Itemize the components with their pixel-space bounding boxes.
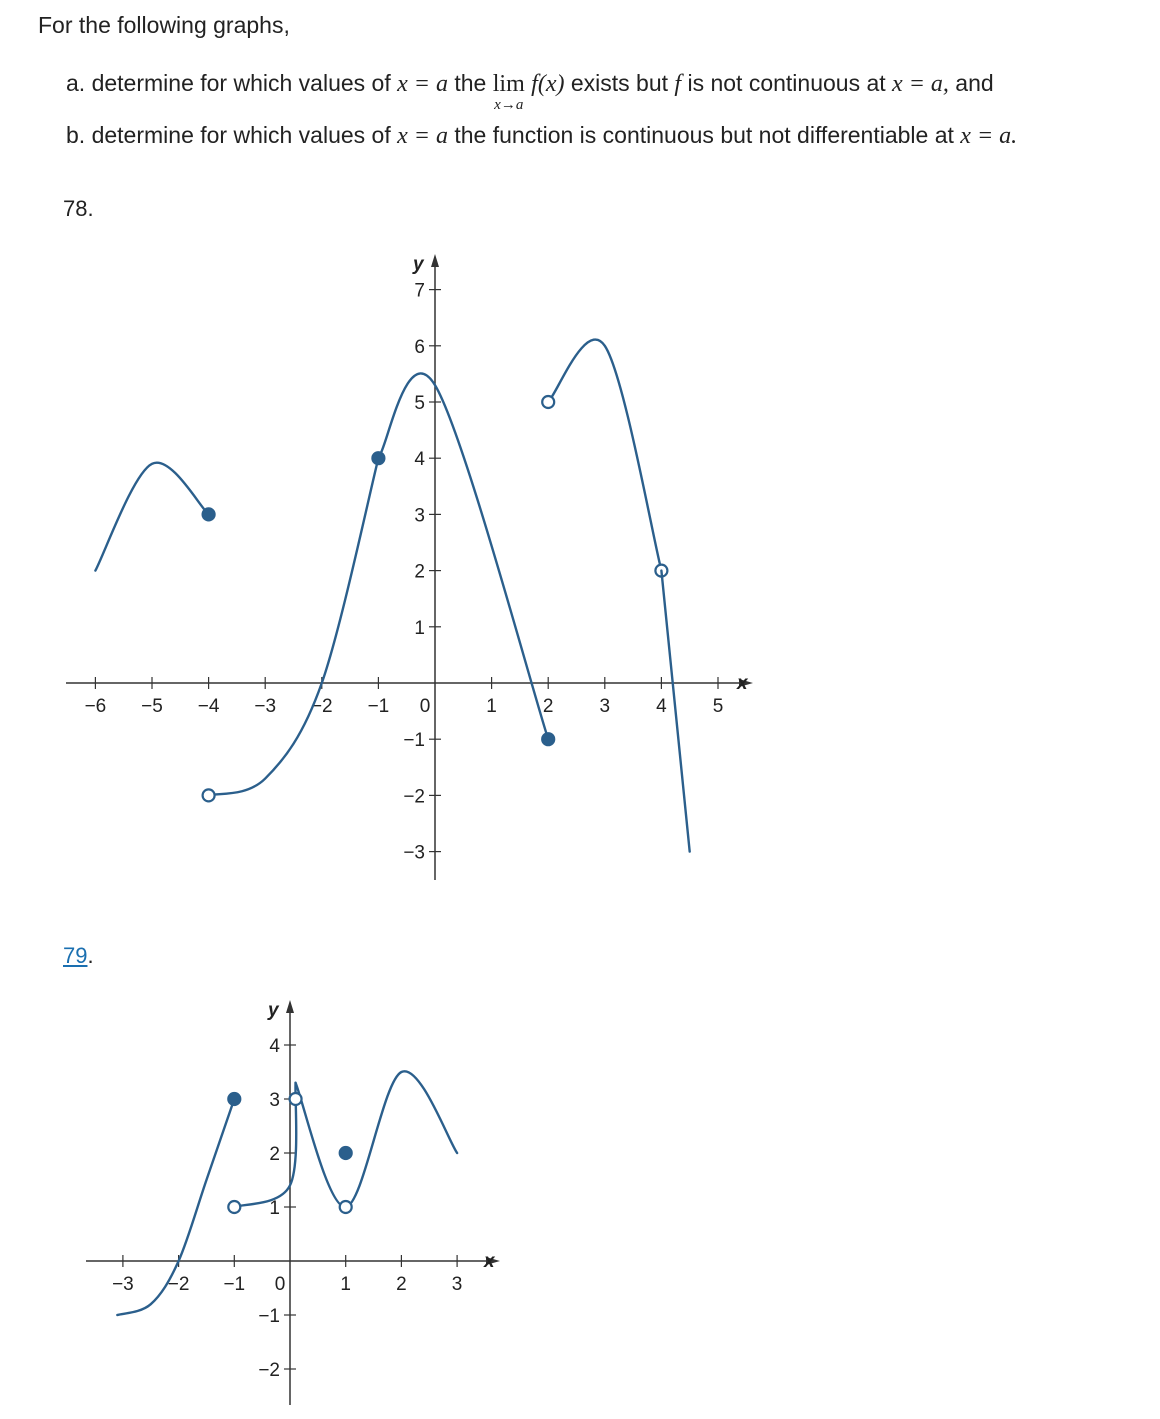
x-tick-label: 4	[656, 696, 667, 717]
closed-point	[340, 1147, 352, 1159]
closed-point	[228, 1093, 240, 1105]
y-tick-label: 2	[414, 561, 425, 583]
y-axis-arrow-icon	[431, 254, 439, 267]
y-tick-label: 6	[414, 336, 425, 358]
y-axis-arrow-icon	[286, 1000, 294, 1013]
y-tick-label: −2	[403, 786, 425, 808]
task-b-text-1: determine for which values of	[91, 122, 391, 148]
x-tick-label: 1	[340, 1274, 351, 1295]
intro-text: For the following graphs,	[38, 12, 290, 38]
task-a-text-1: determine for which values of	[91, 70, 391, 96]
curve-segment	[95, 463, 208, 571]
y-tick-label: 4	[269, 1036, 280, 1057]
y-tick-label: 3	[269, 1090, 280, 1111]
open-point	[290, 1093, 302, 1105]
limit-function: f(x)	[531, 71, 565, 97]
problem-78-number: 78.	[63, 196, 94, 221]
function-symbol: f	[674, 71, 682, 97]
y-tick-label: 5	[414, 393, 425, 414]
task-a-equation-2: x = a,	[892, 71, 949, 97]
open-point	[340, 1201, 352, 1213]
y-tick-label: 1	[414, 617, 425, 639]
y-tick-label: 2	[269, 1144, 280, 1165]
task-a-text-3: exists but	[570, 70, 669, 96]
task-a-text-2: the	[454, 70, 487, 96]
y-tick-label: −1	[403, 730, 425, 752]
task-a-text-5: and	[955, 70, 994, 96]
y-axis-label: y	[268, 1000, 279, 1021]
problem-79-link[interactable]: 79	[63, 943, 88, 968]
curve-segment	[378, 373, 548, 739]
limit-subscript: x→a	[494, 97, 524, 113]
x-tick-label: −3	[112, 1274, 134, 1295]
y-tick-label: 4	[414, 449, 425, 471]
task-b-marker: b.	[66, 122, 86, 148]
x-tick-label: −5	[141, 696, 163, 717]
task-a-text-4: is not continuous at	[687, 70, 886, 96]
y-tick-label: 7	[414, 280, 425, 302]
task-b-equation: x = a	[397, 123, 448, 149]
x-tick-label: −2	[167, 1274, 190, 1295]
x-tick-label: 3	[451, 1274, 463, 1295]
task-b-equation-2: x = a.	[960, 123, 1018, 149]
x-tick-label: −2	[310, 696, 333, 717]
x-axis-label: x	[737, 673, 748, 694]
y-axis-label: y	[413, 254, 424, 275]
y-tick-label: −2	[258, 1360, 280, 1381]
x-tick-label: −6	[84, 696, 107, 717]
x-tick-label: −4	[197, 696, 220, 717]
closed-point	[542, 733, 554, 745]
y-tick-label: 3	[414, 505, 425, 527]
x-tick-label: 0	[419, 696, 431, 717]
curve-segment	[296, 1071, 458, 1207]
y-tick-label: −1	[258, 1306, 280, 1327]
task-a-equation: x = a	[397, 71, 448, 97]
x-tick-label: −1	[223, 1274, 246, 1295]
y-tick-label: −3	[403, 842, 425, 864]
task-a-marker: a.	[66, 70, 86, 96]
open-point	[542, 396, 554, 408]
x-tick-label: −3	[254, 696, 277, 717]
closed-point	[203, 508, 215, 520]
graph-78	[66, 254, 753, 880]
limit-operator: lim	[492, 71, 525, 97]
x-tick-label: 0	[274, 1274, 286, 1295]
x-tick-label: 2	[542, 696, 554, 717]
y-tick-label: 1	[269, 1198, 280, 1219]
open-point	[228, 1201, 240, 1213]
x-tick-label: 2	[396, 1274, 407, 1295]
curve-segment	[548, 340, 661, 571]
open-point	[203, 789, 215, 801]
problem-79-number: 79.	[63, 943, 94, 968]
x-axis-label: x	[484, 1251, 495, 1272]
curve-segment	[209, 458, 379, 795]
task-b-text-2: the function is continuous but not differentiable at	[454, 122, 954, 148]
x-tick-label: 3	[599, 696, 611, 717]
x-tick-label: 1	[486, 696, 497, 717]
curve-segment	[234, 1083, 296, 1207]
x-tick-label: 5	[712, 696, 724, 717]
graph-79	[86, 1000, 500, 1405]
x-tick-label: −1	[367, 696, 390, 717]
